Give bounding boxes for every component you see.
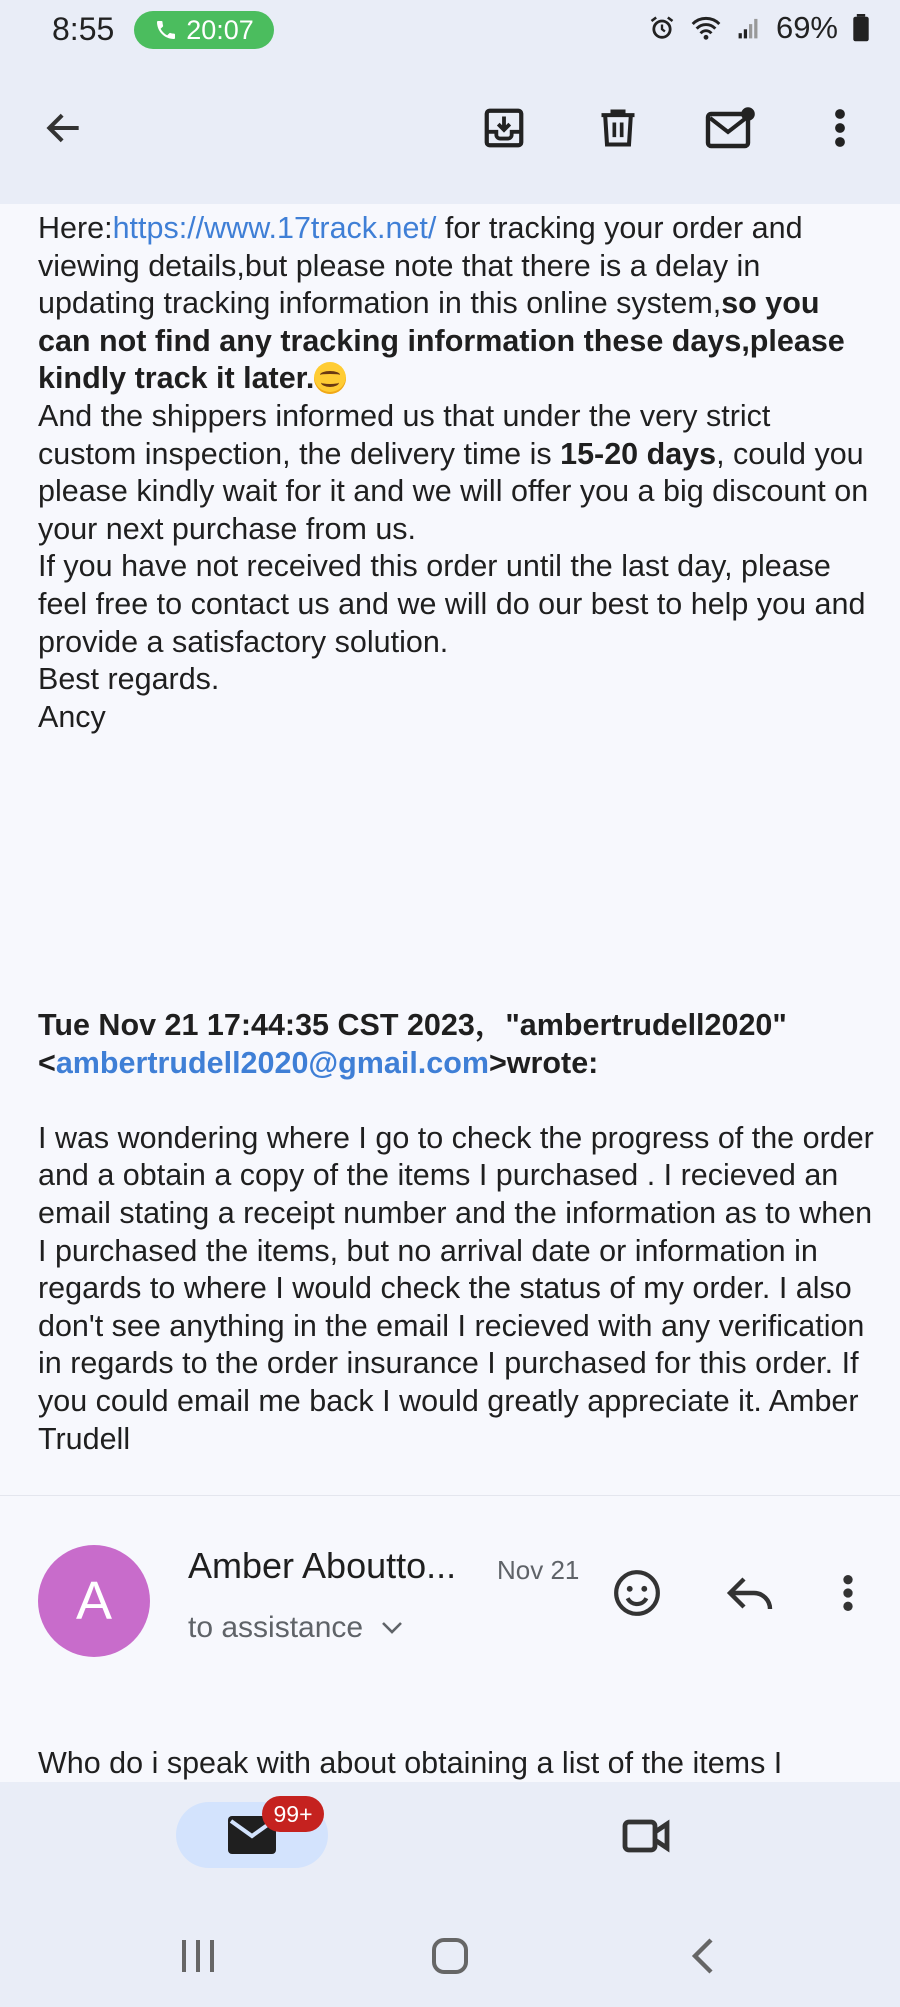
status-bar <box>0 0 900 60</box>
chevron-down-icon <box>381 1621 403 1635</box>
signature: Ancy <box>38 699 106 734</box>
battery-icon <box>852 14 870 42</box>
delivery-paragraph <box>38 398 874 548</box>
message-toolbar <box>0 60 900 204</box>
recent-apps-button[interactable] <box>168 1928 228 1984</box>
system-back-button[interactable] <box>672 1928 732 1984</box>
quote-body: I was wondering where I go to check the progress of the order and a obtain a copy of the items I purchased . I recieved an email stating a receipt number and the information as to when I purchased the items, but no arrival date or information in regards to where I would check the status of my order. I also don't see anything in the email I recieved with any verification in regards to the order insurance I purchased for this order. If you could email me back I would greatly appreciate it. Amber Trudell <box>38 1120 874 1456</box>
contact-paragraph: If you have not received this order until the last day, please feel free to contact us and we will do our best to help you and provide a satisfactory solution. <box>38 549 866 659</box>
more-options-button[interactable] <box>812 100 868 156</box>
tracking-paragraph <box>38 210 874 398</box>
wifi-icon <box>690 14 722 42</box>
more-vert-icon <box>842 1573 854 1613</box>
avatar[interactable]: A <box>38 1545 150 1657</box>
phone-icon <box>154 18 178 42</box>
alarm-icon <box>648 14 676 42</box>
status-time: 8:55 <box>52 11 115 47</box>
message-divider <box>0 1495 900 1496</box>
back-button[interactable] <box>36 100 92 156</box>
mark-unread-icon <box>704 105 756 151</box>
home-button[interactable] <box>420 1928 480 1984</box>
delivery-text: And the shippers informed us that under the very strict custom inspection, the delivery time is <box>38 398 771 471</box>
react-emoji-button[interactable] <box>609 1565 665 1621</box>
home-icon <box>430 1936 470 1976</box>
tracking-bold-text: so you can not find any tracking information these days,please kindly track it later. <box>38 286 845 396</box>
message-more-button[interactable] <box>820 1565 876 1621</box>
nav-meet-tab[interactable] <box>618 1808 676 1864</box>
signoff: Best regards. <box>38 662 220 697</box>
text-here: Here: <box>38 211 113 245</box>
sender-name[interactable]: Amber Aboutto... <box>188 1545 457 1586</box>
archive-icon <box>481 105 527 151</box>
mark-unread-button[interactable] <box>702 100 758 156</box>
call-timer: 20:07 <box>186 14 254 45</box>
tracking-text: for tracking your order and viewing details,but please note that there is a delay in updating tracking information in this online system, <box>38 211 803 321</box>
bottom-navigation <box>0 1782 900 2007</box>
message-preview: Who do i speak with about obtaining a list of the items I <box>38 1746 783 1780</box>
delivery-bold-text: 15-20 days <box>560 436 717 471</box>
video-icon <box>621 1816 673 1856</box>
quote-header-date: Tue Nov 21 17:44:35 CST 2023，"ambertrudell2020" <box>38 1008 787 1042</box>
ongoing-call-chip[interactable] <box>134 11 274 49</box>
add-reaction-icon <box>612 1568 662 1618</box>
quote-email-link[interactable]: ambertrudell2020@gmail.com <box>55 1045 489 1080</box>
delivery-text-2: , could you please kindly wait for it and we will offer you a big discount on your next purchase from us. <box>38 436 869 546</box>
quote-header-lt: < <box>38 1045 56 1080</box>
quote-header-wrote: >wrote: <box>489 1045 599 1080</box>
reply-icon <box>726 1573 774 1613</box>
smile-emoji-icon <box>314 362 346 394</box>
back-arrow-icon <box>42 106 86 150</box>
recipient-details-toggle[interactable] <box>188 1611 403 1645</box>
recipient-label: to assistance <box>188 1611 364 1644</box>
quote-header <box>38 1007 874 1082</box>
more-vert-icon <box>833 107 847 149</box>
delete-button[interactable] <box>590 100 646 156</box>
reply-button[interactable] <box>722 1565 778 1621</box>
archive-button[interactable] <box>476 100 532 156</box>
unread-count-badge: 99+ <box>262 1796 324 1832</box>
recent-apps-icon <box>178 1938 218 1974</box>
tracking-link[interactable]: https://www.17track.net/ <box>112 211 437 245</box>
quoted-message <box>38 1007 874 1458</box>
delete-icon <box>596 105 640 151</box>
message-body <box>38 210 874 736</box>
status-icons <box>648 10 870 46</box>
message-date: Nov 21 <box>497 1555 580 1585</box>
battery-percent: 69% <box>775 10 838 45</box>
signal-icon <box>736 15 762 41</box>
back-chevron-icon <box>689 1936 715 1976</box>
